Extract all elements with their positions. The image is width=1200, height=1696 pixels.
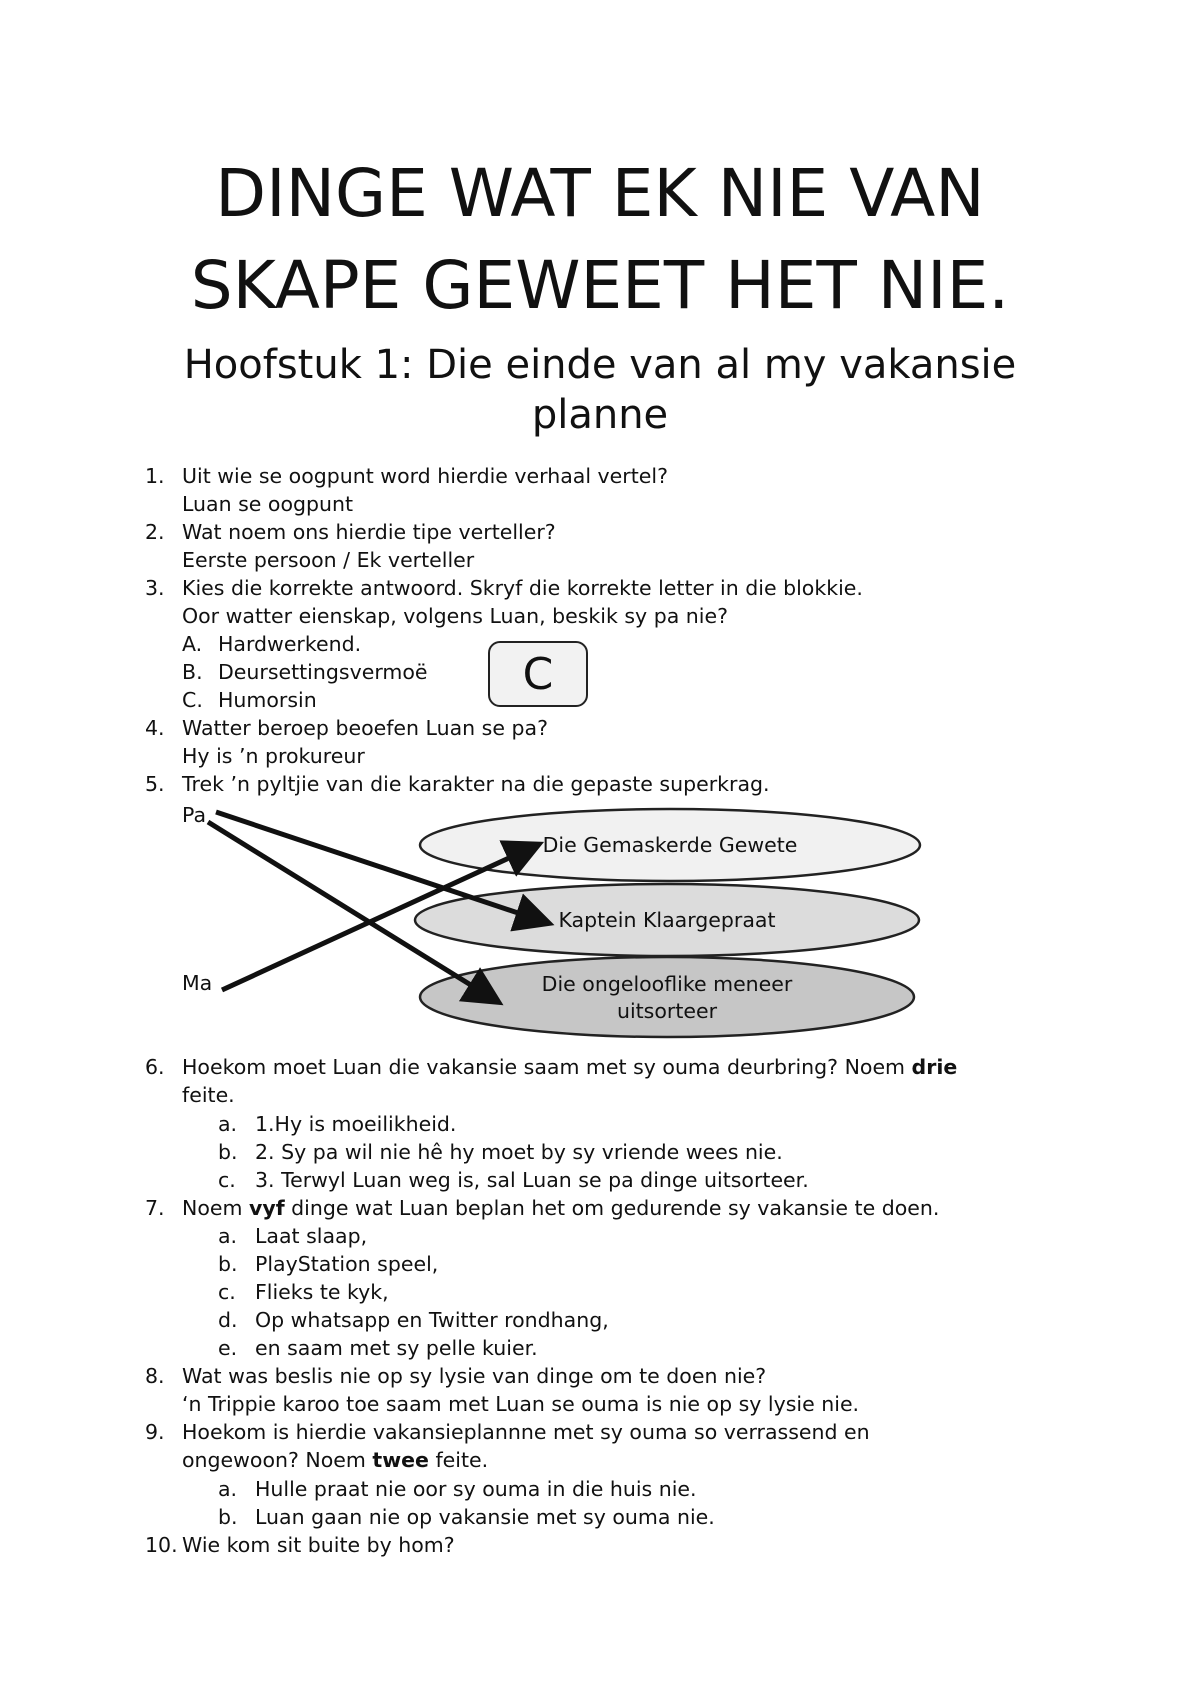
item-text: en saam met sy pelle kuier. (255, 1336, 538, 1360)
item-text: PlayStation speel, (255, 1252, 439, 1276)
question-text: Wie kom sit buite by hom? (182, 1533, 455, 1557)
question-number: 8. (145, 1364, 165, 1388)
item-letter: d. (218, 1308, 238, 1332)
option-letter: C. (182, 688, 203, 712)
question-number: 9. (145, 1420, 165, 1444)
item-letter: c. (218, 1168, 236, 1192)
item-letter: b. (218, 1252, 238, 1276)
option-text: Deursettingsvermoë (218, 660, 428, 684)
item-letter: a. (218, 1112, 238, 1136)
chapter-line-1: Hoofstuk 1: Die einde van al my vakansie (183, 342, 1017, 388)
question-text (182, 1194, 939, 1222)
emphasis-word: drie (911, 1055, 958, 1079)
answer-text: Luan se oogpunt (182, 492, 354, 516)
title-line-1: DINGE WAT EK NIE VAN (215, 155, 985, 232)
answer-text: ‘n Trippie karoo toe saam met Luan se ouma is nie op sy lysie nie. (182, 1392, 860, 1416)
question-number: 10. (145, 1533, 178, 1557)
answer-box: C (488, 641, 588, 707)
character-pa: Pa (182, 803, 207, 827)
question-text: Trek ’n pyltjie van die karakter na die gepaste superkrag. (182, 772, 770, 796)
question-text-part: ongewoon? Noem (182, 1448, 373, 1472)
power-label-2: Kaptein Klaargepraat (558, 908, 776, 932)
power-label-3a: Die ongelooflike meneer (541, 972, 793, 996)
question-number: 1. (145, 464, 165, 488)
question-text-part: Noem (182, 1196, 249, 1220)
character-ma: Ma (182, 971, 213, 995)
power-label-1: Die Gemaskerde Gewete (542, 833, 798, 857)
question-text-part: Hoekom moet Luan die vakansie saam met sy ouma deurbring? Noem (182, 1055, 912, 1079)
answer-text: Eerste persoon / Ek verteller (182, 548, 475, 572)
question-text: Oor watter eienskap, volgens Luan, beskik sy pa nie? (182, 604, 728, 628)
item-text: Laat slaap, (255, 1224, 368, 1248)
document-title (0, 148, 1200, 332)
question-text: Hoekom is hierdie vakansieplannne met sy ouma so verrassend en (182, 1420, 870, 1444)
question-text-part: feite. (428, 1448, 489, 1472)
answer-text: Hy is ’n prokureur (182, 744, 365, 768)
question-number: 5. (145, 772, 165, 796)
question-number: 4. (145, 716, 165, 740)
item-letter: a. (218, 1477, 238, 1501)
question-text: Uit wie se oogpunt word hierdie verhaal vertel? (182, 464, 668, 488)
option-text: Hardwerkend. (218, 632, 362, 656)
question-text-part: dinge wat Luan beplan het om gedurende sy vakansie te doen. (284, 1196, 940, 1220)
matching-diagram (0, 790, 1200, 1040)
item-text: Flieks te kyk, (255, 1280, 389, 1304)
chapter-heading (100, 340, 1100, 440)
option-text: Humorsin (218, 688, 317, 712)
title-line-2: SKAPE GEWEET HET NIE. (190, 247, 1010, 324)
power-label-3b: uitsorteer (616, 999, 718, 1023)
item-text: 2. Sy pa wil nie hê hy moet by sy vriende wees nie. (255, 1140, 783, 1164)
emphasis-word: twee (372, 1448, 429, 1472)
question-text (182, 1053, 957, 1081)
question-text (182, 1446, 488, 1474)
item-text: Hulle praat nie oor sy ouma in die huis nie. (255, 1477, 697, 1501)
option-letter: A. (182, 632, 203, 656)
question-text: Wat noem ons hierdie tipe verteller? (182, 520, 556, 544)
item-text: 3. Terwyl Luan weg is, sal Luan se pa dinge uitsorteer. (255, 1168, 809, 1192)
question-text: Kies die korrekte antwoord. Skryf die korrekte letter in die blokkie. (182, 576, 863, 600)
question-text: Watter beroep beoefen Luan se pa? (182, 716, 548, 740)
question-text: feite. (182, 1083, 235, 1107)
item-letter: e. (218, 1336, 238, 1360)
item-text: Luan gaan nie op vakansie met sy ouma nie. (255, 1505, 715, 1529)
item-letter: b. (218, 1505, 238, 1529)
emphasis-word: vyf (248, 1196, 285, 1220)
chapter-line-2: planne (531, 392, 669, 438)
item-text: Op whatsapp en Twitter rondhang, (255, 1308, 609, 1332)
question-number: 6. (145, 1055, 165, 1079)
option-letter: B. (182, 660, 203, 684)
item-letter: a. (218, 1224, 238, 1248)
question-number: 2. (145, 520, 165, 544)
question-number: 7. (145, 1196, 165, 1220)
question-number: 3. (145, 576, 165, 600)
item-text: 1.Hy is moeilikheid. (255, 1112, 457, 1136)
item-letter: c. (218, 1280, 236, 1304)
question-text: Wat was beslis nie op sy lysie van dinge om te doen nie? (182, 1364, 767, 1388)
item-letter: b. (218, 1140, 238, 1164)
